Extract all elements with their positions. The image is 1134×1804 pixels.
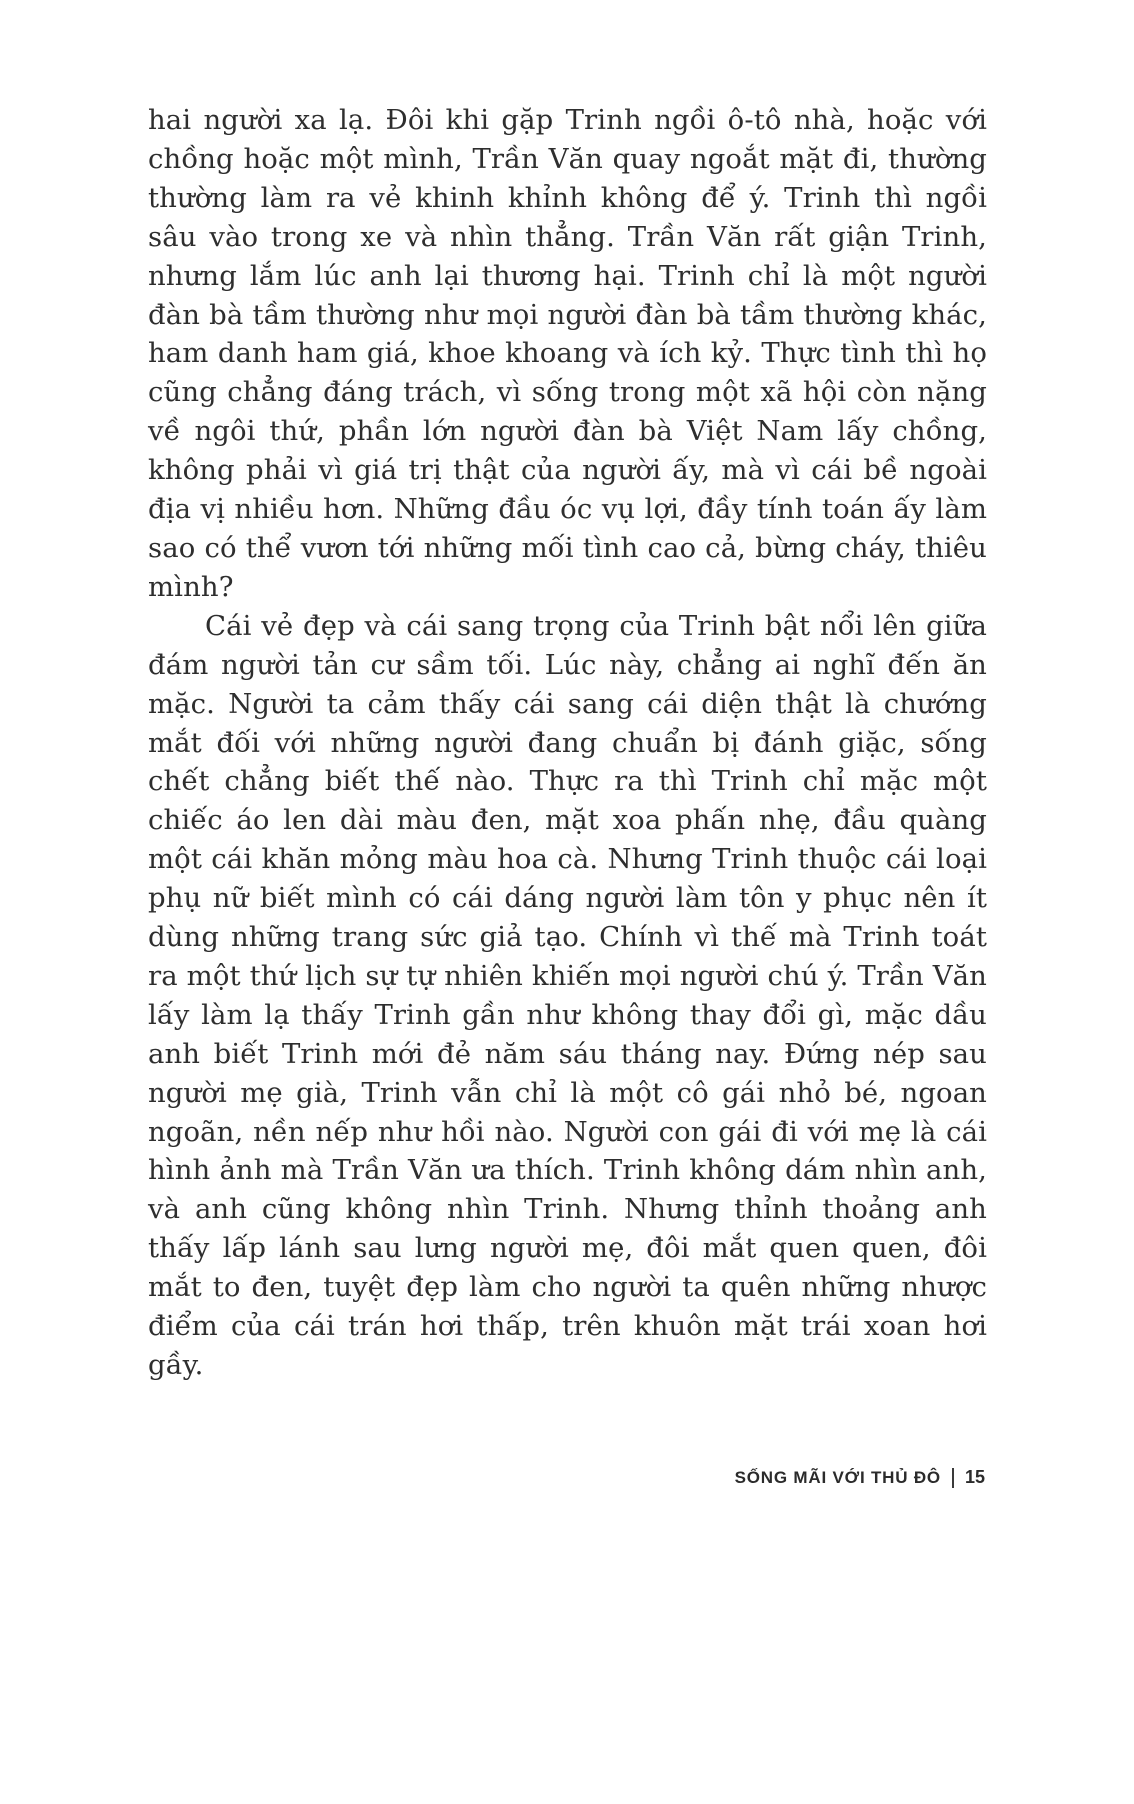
body-text	[148, 101, 987, 1385]
page-number: 15	[964, 1467, 985, 1487]
page-footer	[735, 1467, 985, 1488]
paragraph-continuation: hai người xa lạ. Đôi khi gặp Trinh ngồi ô-tô nhà, hoặc với chồng hoặc một mình, Trần Văn quay ngoắt mặt đi, thường thường làm ra vẻ khinh khỉnh không để ý. Trinh thì ngồi sâu vào trong xe và nhìn thẳng. Trần Văn rất giận Trinh, nhưng lắm lúc anh lại thương hại. Trinh chỉ là một người đàn bà tầm thường như mọi người đàn bà tầm thường khác, ham danh ham giá, khoe khoang và ích kỷ. Thực tình thì họ cũng chẳng đáng trách, vì sống trong một xã hội còn nặng về ngôi thứ, phần lớn người đàn bà Việt Nam lấy chồng, không phải vì giá trị thật của người ấy, mà vì cái bề ngoài địa vị nhiều hơn. Những đầu óc vụ lợi, đầy tính toán ấy làm sao có thể vươn tới những mối tình cao cả, bừng cháy, thiêu mình?	[148, 104, 987, 603]
footer-divider	[952, 1468, 954, 1488]
paragraph: Cái vẻ đẹp và cái sang trọng của Trinh bật nổi lên giữa đám người tản cư sầm tối. Lúc này, chẳng ai nghĩ đến ăn mặc. Người ta cảm thấy cái sang cái diện thật là chướng mắt đối với những người đang chuẩn bị đánh giặc, sống chết chẳng biết thế nào. Thực ra thì Trinh chỉ mặc một chiếc áo len dài màu đen, mặt xoa phấn nhẹ, đầu quàng một cái khăn mỏng màu hoa cà. Nhưng Trinh thuộc cái loại phụ nữ biết mình có cái dáng người làm tôn y phục nên ít dùng những trang sức giả tạo. Chính vì thế mà Trinh toát ra một thứ lịch sự tự nhiên khiến mọi người chú ý. Trần Văn lấy làm lạ thấy Trinh gần như không thay đổi gì, mặc dầu anh biết Trinh mới đẻ năm sáu tháng nay. Đứng nép sau người mẹ già, Trinh vẫn chỉ là một cô gái nhỏ bé, ngoan ngoãn, nền nếp như hồi nào. Người con gái đi với mẹ là cái hình ảnh mà Trần Văn ưa thích. Trinh không dám nhìn anh, và anh cũng không nhìn Trinh. Nhưng thỉnh thoảng anh thấy lấp lánh sau lưng người mẹ, đôi mắt quen quen, đôi mắt to đen, tuyệt đẹp làm cho người ta quên những nhược điểm của cái trán hơi thấp, trên khuôn mặt trái xoan hơi gầy.	[148, 609, 987, 1381]
running-book-title: SỐNG MÃI VỚI THỦ ĐÔ	[734, 1467, 941, 1487]
